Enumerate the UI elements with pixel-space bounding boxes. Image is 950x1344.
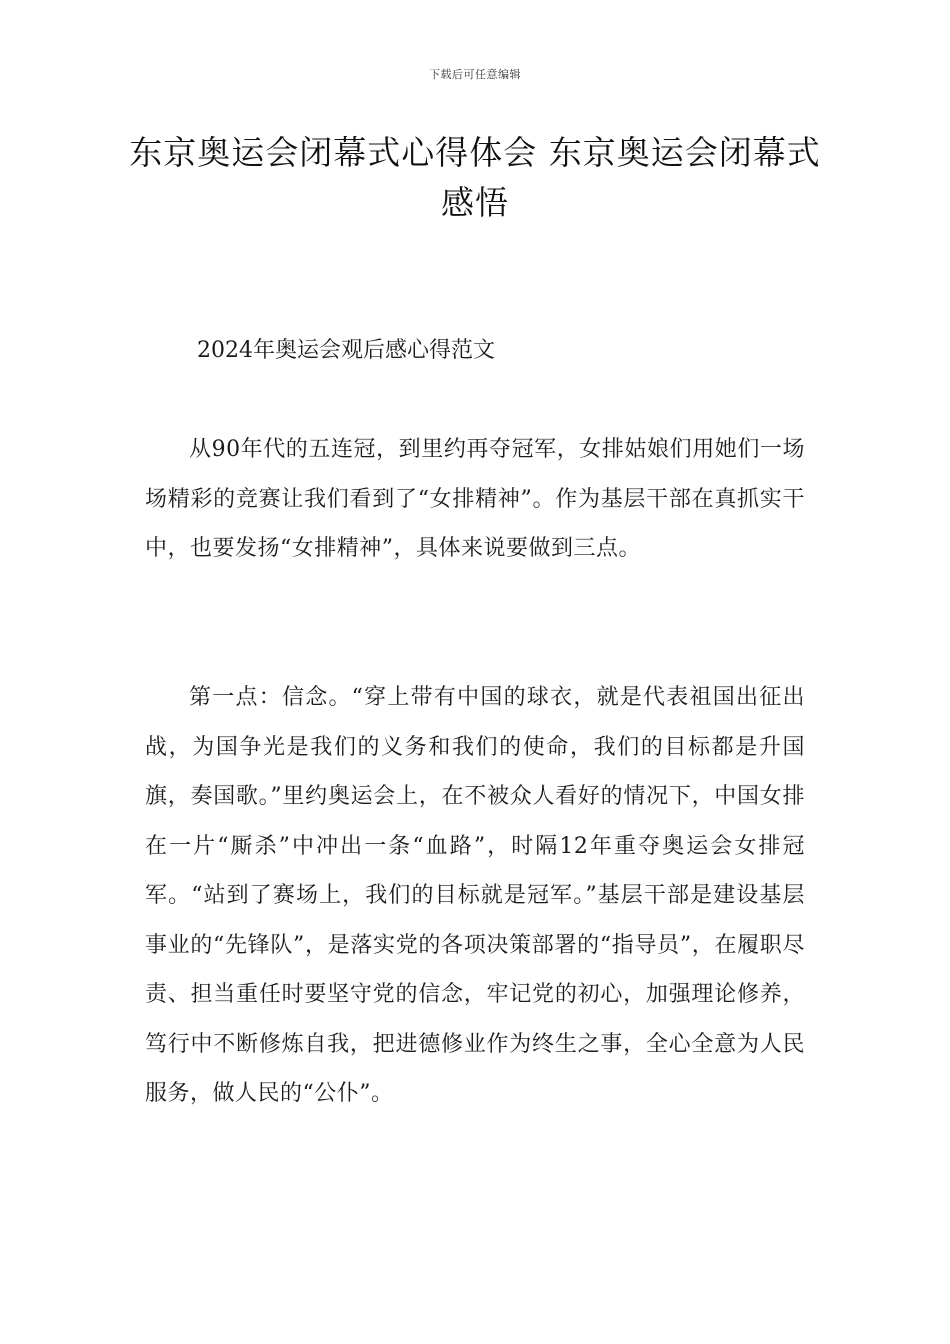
document-title: 东京奥运会闭幕式心得体会 东京奥运会闭幕式感悟 bbox=[129, 133, 821, 222]
paragraph-point-one: 第一点：信念。“穿上带有中国的球衣，就是代表祖国出征出战，为国争光是我们的义务和我们的使命，我们的目标都是升国旗，奏国歌。”里约奥运会上，在不被众人看好的情况下，中国女排在一片“厮杀”中冲出一条“血路”，时隔12年重夺奥运会女排冠军。“站到了赛场上，我们的目标就是冠军。”基层干部是建设基层事业的“先锋队”，是落实党的各项决策部署的“指导员”，在履职尽责、担当重任时要坚守党的信念，牢记党的初心，加强理论修养，笃行中不断修炼自我，把进德修业作为终生之事，全心全意为人民服务，做人民的“公仆”。 bbox=[145, 685, 805, 1106]
document-subtitle: 2024年奥运会观后感心得范文 bbox=[197, 338, 495, 363]
header-note: 下载后可任意编辑 bbox=[429, 68, 521, 81]
paragraph-intro: 从90年代的五连冠，到里约再夺冠军，女排姑娘们用她们一场场精彩的竞赛让我们看到了“女排精神”。作为基层干部在真抓实干中，也要发扬“女排精神”，具体来说要做到三点。 bbox=[145, 437, 805, 561]
